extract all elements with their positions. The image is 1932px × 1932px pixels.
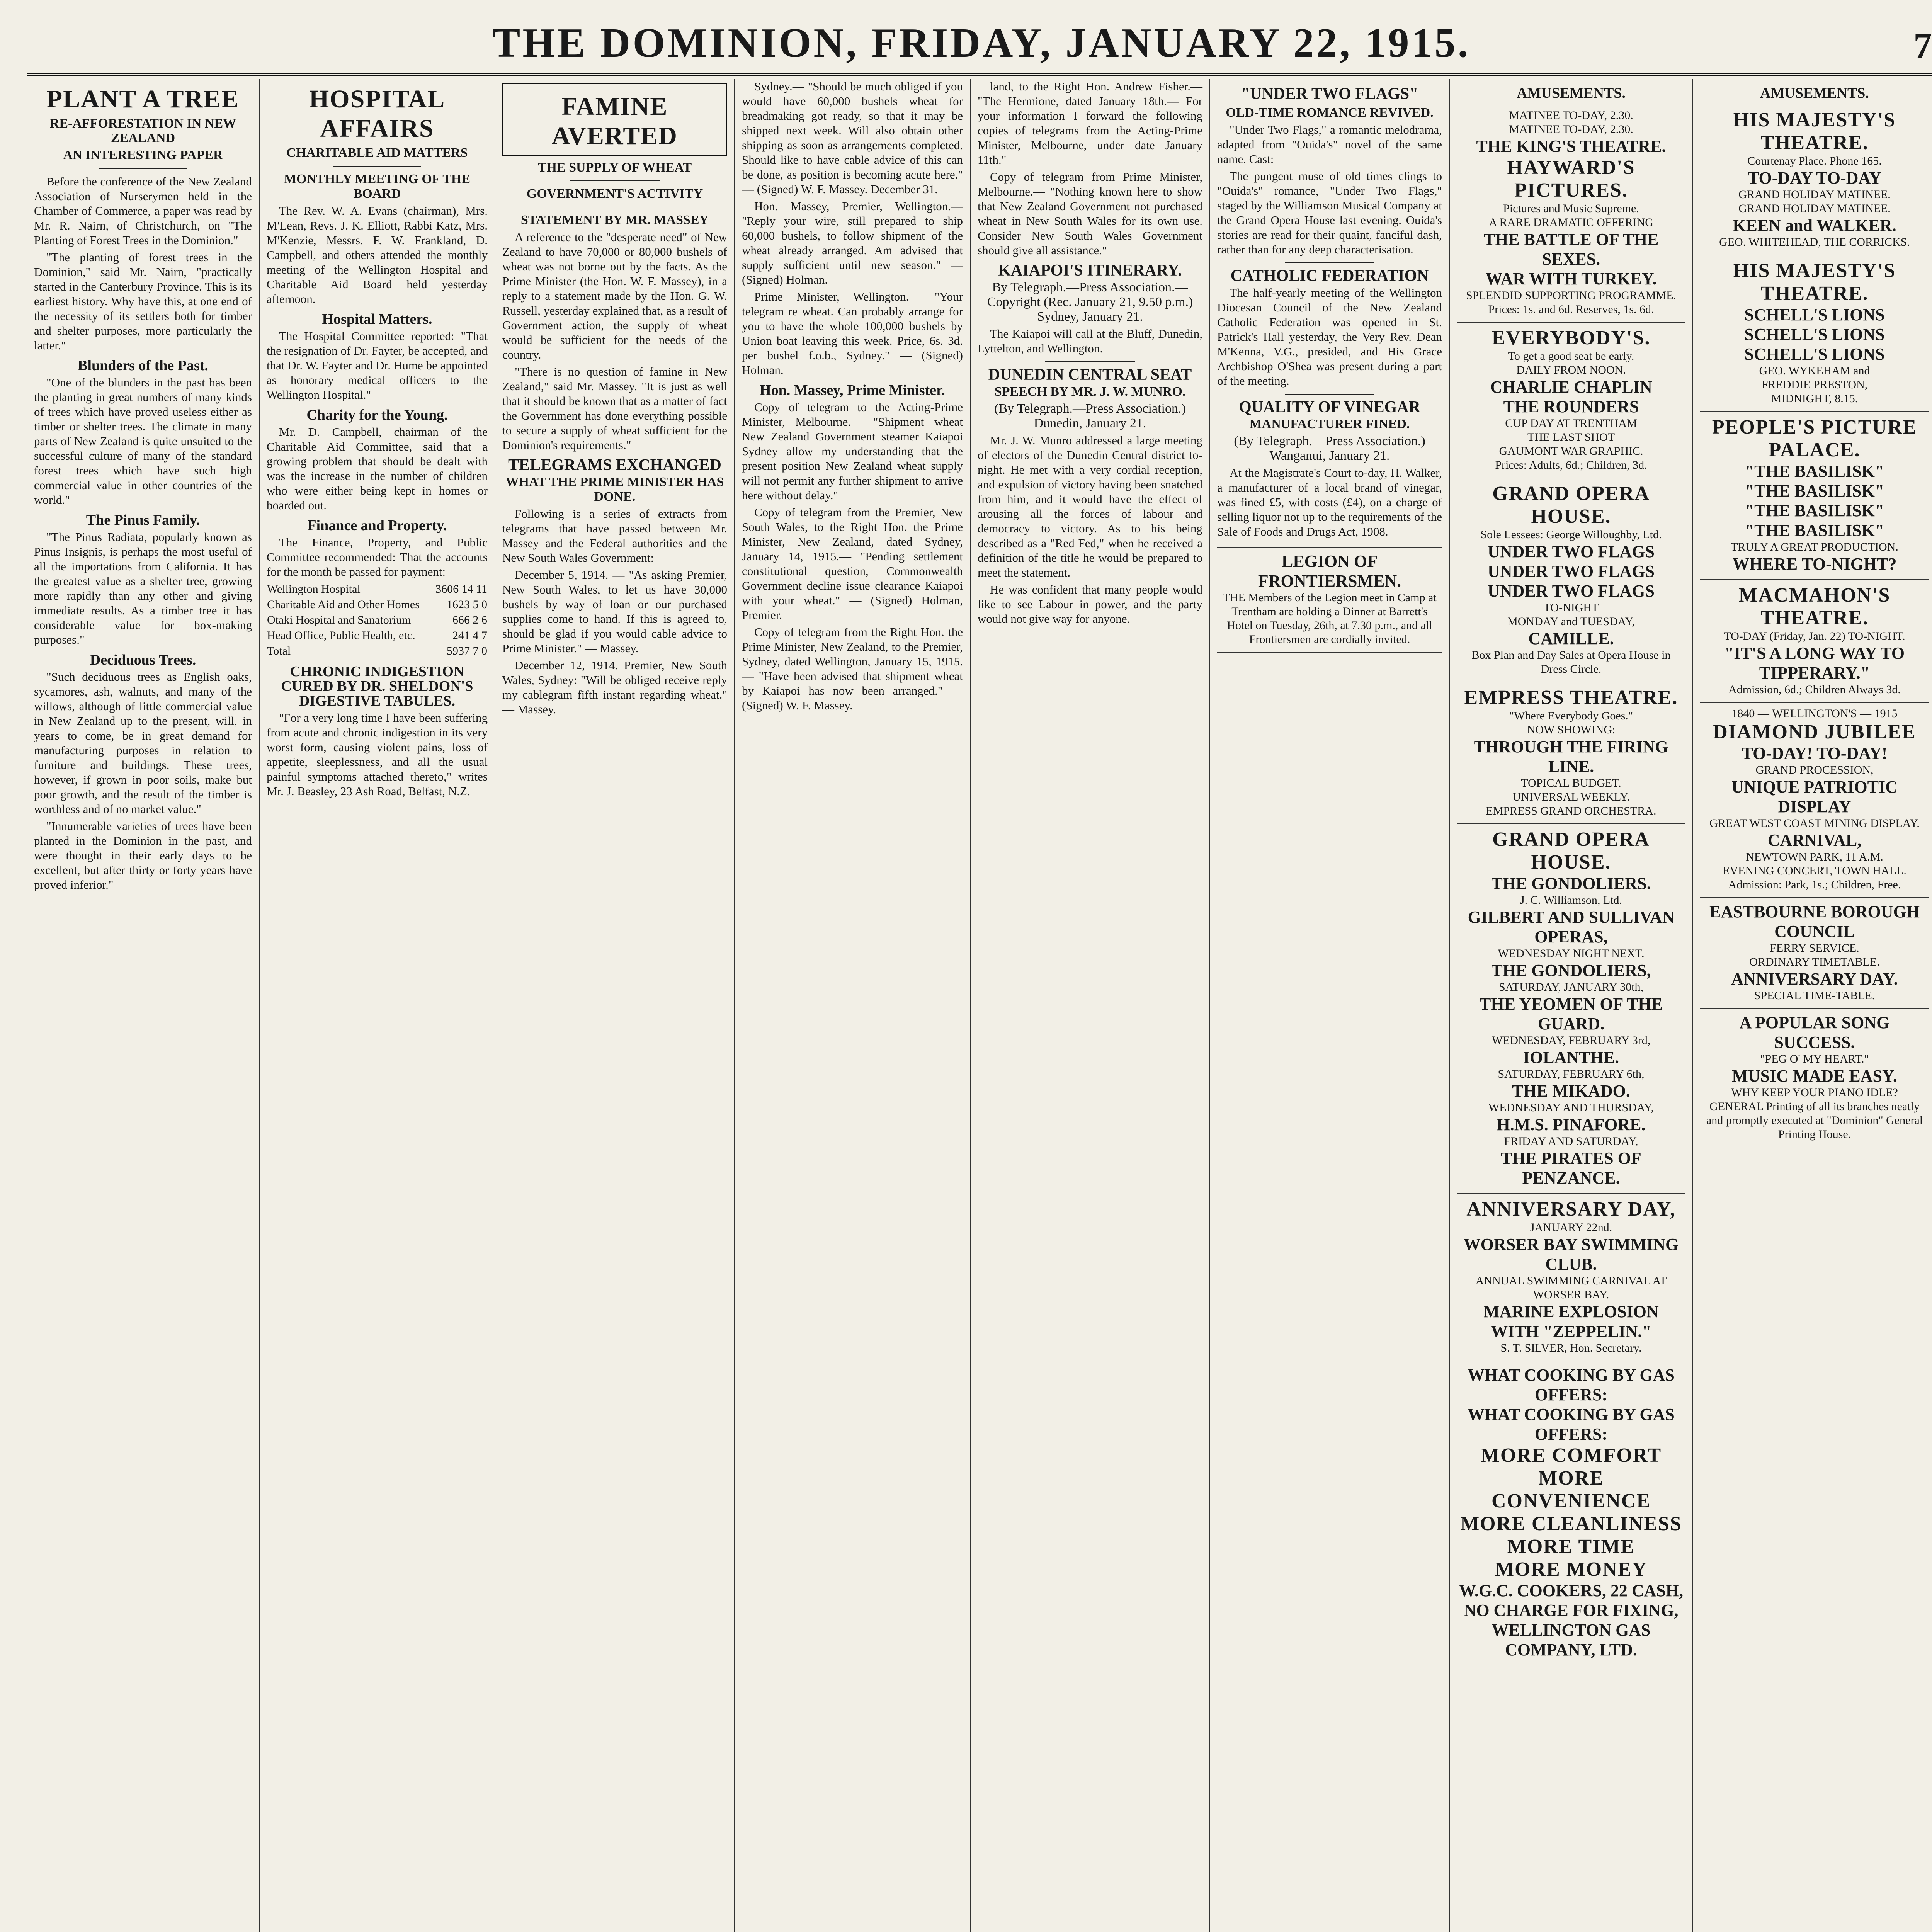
paragraph: December 12, 1914. Premier, New South Wales, Sydney: "Will be obliged receive reply my cablegram fifth instant regarding wheat." — Massey. — [502, 658, 727, 716]
article-subheading: THE SUPPLY OF WHEAT — [537, 160, 692, 175]
section-heading: CATHOLIC FEDERATION — [1230, 267, 1429, 285]
ad-line: Prices: Adults, 6d.; Children, 3d. — [1495, 459, 1647, 471]
diamond-jubilee-ad — [1700, 703, 1929, 898]
ad-line: EVENING CONCERT, TOWN HALL. — [1723, 864, 1906, 877]
ad-line: TOPICAL BUDGET. — [1521, 777, 1621, 789]
ad-line: Pictures and Music Supreme. — [1503, 202, 1639, 215]
article-body — [978, 79, 1202, 626]
ad-line: Admission: Park, 1s.; Children, Free. — [1728, 878, 1901, 891]
ad-line: GRAND HOLIDAY MATINEE. — [1738, 202, 1891, 215]
ad-line: To get a good seat be early. — [1508, 350, 1634, 362]
ad-line: J. C. Williamson, Ltd. — [1520, 894, 1622, 906]
ad-title: MUSIC MADE EASY. — [1732, 1066, 1897, 1085]
ad-title: MORE CONVENIENCE — [1491, 1467, 1651, 1512]
article-subheading: STATEMENT BY MR. MASSEY — [520, 213, 709, 227]
ad-title: A POPULAR SONG SUCCESS. — [1739, 1013, 1890, 1052]
ad-line: NOW SHOWING: — [1527, 723, 1616, 736]
column-hospital-affairs — [259, 79, 495, 1932]
ad-line: WHY KEEP YOUR PIANO IDLE? — [1731, 1086, 1898, 1099]
paragraph: Copy of telegram from the Premier, New South Wales, to the Right Hon. the Prime Minister, New Zealand, dated Sydney, January 14, 1915.— "Pending settlement constitutional question, Commonwealth Government decline issue clearance Kaiapoi with your wheat." — (Signed) Holman, Premier. — [742, 505, 963, 622]
article-headline: HOSPITAL AFFAIRS — [309, 85, 446, 143]
article-body — [267, 204, 488, 799]
article-subheading: GOVERNMENT'S ACTIVITY — [526, 187, 703, 201]
paragraph: "The planting of forest trees in the Dominion," said Mr. Nairn, "practically started in the Canterbury Province. This is its earliest history. Why have this, at one end of the necessity of its settlers both for timber and shelter purposes, more particularly the latter." — [34, 250, 252, 352]
paragraph: The Kaiapoi will call at the Bluff, Dunedin, Lyttelton, and Wellington. — [978, 327, 1202, 355]
table-row — [267, 582, 488, 597]
ad-title: WORSER BAY SWIMMING CLUB. — [1463, 1235, 1679, 1274]
gas-company-ad — [1457, 1361, 1685, 1665]
section-heading: Finance and Property. — [307, 517, 447, 534]
ad-line: SATURDAY, FEBRUARY 6th, — [1498, 1068, 1645, 1080]
section-heading: Hon. Massey, Prime Minister. — [760, 382, 945, 398]
ad-title: ANNIVERSARY DAY. — [1731, 969, 1898, 988]
table-cell: 1623 5 0 — [447, 598, 487, 611]
ad-title: WAR WITH TURKEY. — [1485, 269, 1657, 288]
ad-title: HIS MAJESTY'S THEATRE. — [1733, 109, 1896, 154]
ad-line: FERRY SERVICE. — [1770, 942, 1859, 954]
article-headline: PLANT A TREE — [46, 85, 240, 113]
ad-line: MIDNIGHT, 8.15. — [1771, 392, 1858, 405]
column-dunedin — [970, 79, 1209, 1932]
ad-line: WEDNESDAY, FEBRUARY 3rd, — [1492, 1034, 1651, 1047]
finance-table — [267, 582, 488, 659]
paragraph: The half-yearly meeting of the Wellington Diocesan Council of the New Zealand Catholic Federation was opened in St. Patrick's Hall yesterday, the Very Rev. Dean M'Kenna, V.G., presided, and His Grace Archbishop O'Shea was present during a part of the meeting. — [1217, 286, 1442, 388]
ad-title: ANNIVERSARY DAY, — [1466, 1198, 1676, 1220]
ad-title: "THE BASILISK" — [1745, 501, 1884, 520]
divider — [1285, 262, 1375, 263]
ad-title: WHERE TO-NIGHT? — [1732, 554, 1897, 573]
section-heading: The Pinus Family. — [86, 512, 200, 528]
page-number: 7 — [1913, 25, 1932, 66]
ad-line: ORDINARY TIMETABLE. — [1749, 956, 1880, 968]
ad-title: WELLINGTON GAS COMPANY, LTD. — [1492, 1621, 1651, 1659]
paragraph: The Hospital Committee reported: "That the resignation of Dr. Fayter, be accepted, and that Dr. W. Fayter and Dr. Hume be appointed as honorary medical officers to the Wellington Hospital." — [267, 329, 488, 401]
ad-line: GENERAL Printing of all its branches neatly and promptly executed at "Dominion" General Printing House. — [1706, 1100, 1923, 1141]
ad-title: EMPRESS THEATRE. — [1464, 687, 1678, 709]
table-cell: 666 2 6 — [452, 614, 487, 626]
paragraph: A reference to the "desperate need" of New Zealand to have 70,000 or 80,000 bushels of wheat was not borne out by the facts. As the Prime Minister (the Hon. W. F. Massey), in a reply to a statement made by the Hon. G. W. Russell, yesterday explained that, as a result of Government action, the supply of wheat would be sufficient for the needs of the country. — [502, 230, 727, 361]
ad-title: CARNIVAL, — [1767, 831, 1862, 850]
ad-line: SPECIAL TIME-TABLE. — [1754, 989, 1875, 1002]
ad-title: TO-DAY! TO-DAY! — [1742, 744, 1888, 763]
paragraph: Mr. J. W. Munro addressed a large meeting of electors of the Dunedin Central district to-night. He met with a very cordial reception, and expulsion of victory having been snatched from him, and it would have the effect of arousing all the forces of labour and democracy to victory. As to his being described as a "Red Fed," when he received a definition of the title he would be prepared to meet the statement. — [978, 434, 1202, 579]
ad-title: NO CHARGE FOR FIXING, — [1464, 1601, 1679, 1620]
article-subheading: OLD-TIME ROMANCE REVIVED. — [1226, 105, 1434, 120]
ad-title: THROUGH THE FIRING LINE. — [1474, 737, 1668, 776]
ad-line: "Where Everybody Goes." — [1509, 709, 1633, 722]
paragraph: Copy of telegram from Prime Minister, Melbourne.— "Nothing known here to show that New Zealand Government not purchased wheat in New South Wales for its own use. Consider New South Wales Government should give all assistance." — [978, 170, 1202, 257]
ad-title: "THE BASILISK" — [1745, 462, 1884, 481]
section-heading: CHRONIC INDIGESTION CURED BY DR. SHELDON'S DIGESTIVE TABULES. — [281, 663, 473, 709]
article-subheading: MONTHLY MEETING OF THE BOARD — [284, 172, 471, 201]
ad-title: THE BATTLE OF THE SEXES. — [1483, 230, 1659, 269]
ad-title: MORE MONEY — [1495, 1558, 1648, 1580]
paragraph: At the Magistrate's Court to-day, H. Walker, a manufacturer of a local brand of vinegar, was fined £5, with costs (£4), on a charge of selling liquor not up to the requirements of the Sale of Foods and Drugs Act, 1908. — [1217, 466, 1442, 538]
dateline: (By Telegraph.—Press Association.) Dunedin, January 21. — [994, 401, 1186, 430]
article-body — [1217, 122, 1442, 539]
ad-line: NEWTOWN PARK, 11 A.M. — [1746, 850, 1883, 863]
column-telegrams — [734, 79, 970, 1932]
paragraph: The Rev. W. A. Evans (chairman), Mrs. M'Lean, Revs. J. K. Elliott, Rabbi Katz, Mrs. M'Kenzie, Messrs. F. W. Frankland, D. Campbell, and others attended the monthly meeting of the Wellington Hospital and Charitable Aid Board held yesterday afternoon. — [267, 204, 488, 306]
section-heading: Charity for the Young. — [306, 407, 448, 423]
divider — [333, 166, 422, 167]
ad-title: HIS MAJESTY'S THEATRE. — [1733, 260, 1896, 304]
ad-title: "THE BASILISK" — [1745, 481, 1884, 500]
masthead — [27, 15, 1932, 76]
article-subheading: CHARITABLE AID MATTERS — [286, 146, 468, 160]
headline-box — [502, 83, 727, 156]
ad-line: GEO. WYKEHAM and — [1759, 364, 1870, 377]
ad-title: KEEN and WALKER. — [1733, 216, 1896, 235]
paragraph: Sydney.— "Should be much obliged if you would have 60,000 bushels wheat for breadmaking got ready, so that it may be shipped next week. Will also obtain other shipping as soon as arrangements completed. Should like to have cable advice of this can be done, as position is becoming acute here." — (Signed) W. F. Massey. December 31. — [742, 80, 963, 196]
ad-line: EMPRESS GRAND ORCHESTRA. — [1486, 804, 1656, 817]
ad-title: MORE TIME — [1507, 1536, 1635, 1558]
table-cell: Otaki Hospital and Sanatorium — [267, 614, 411, 626]
paragraph: "Innumerable varieties of trees have been planted in the Dominion in the past, and were thought in their early days to be excellent, but after thirty or forty years have proved inferior." — [34, 819, 252, 891]
paragraph: He was confident that many people would like to see Labour in power, and the party would not give way for anyone. — [978, 583, 1202, 626]
paragraph: Before the conference of the New Zealand Association of Nurserymen held in the Chamber of Commerce, a paper was read by Mr. R. Nairn, of Christchurch, on "The Planting of Forest Trees in the Dominion." — [34, 175, 252, 247]
ad-line: MONDAY and TUESDAY, — [1507, 615, 1635, 628]
paragraph: "One of the blunders in the past has been the planting in great numbers of many kinds of trees which have proved useless either as timber or shelter trees. The climate in many parts of New Zealand is quite unsuited to the successful culture of many of the standard forest trees which have such high commercial value in other countries of the world." — [34, 376, 252, 507]
ad-line: UNIVERSAL WEEKLY. — [1512, 791, 1630, 803]
paragraph: The pungent muse of old times clings to "Ouida's" romance, "Under Two Flags," staged by the Williamson Musical Company at the Grand Opera House last evening. Ouida's stories are read for their quaint, fanciful dash, rather than for any deep characterisation. — [1217, 169, 1442, 256]
ad-line: GRAND HOLIDAY MATINEE. — [1738, 188, 1891, 201]
paragraph: Mr. D. Campbell, chairman of the Charitable Aid Committee, said that a growing problem that should be dealt with was the increase in the number of children who were either being kept in homes or boarded out. — [267, 425, 488, 512]
ad-title: EASTBOURNE BOROUGH COUNCIL — [1709, 902, 1920, 941]
article-body — [502, 230, 727, 717]
section-heading: DUNEDIN CENTRAL SEAT — [988, 366, 1192, 384]
ad-title: EVERYBODY'S. — [1492, 327, 1651, 349]
song-music-ad — [1700, 1009, 1929, 1147]
ad-line: GEO. WHITEHEAD, THE CORRICKS. — [1719, 236, 1910, 248]
paragraph: "Under Two Flags," a romantic melodrama, adapted from "Ouida's" novel of the same name. Cast: — [1217, 123, 1442, 166]
ad-line: Prices: 1s. and 6d. Reserves, 1s. 6d. — [1488, 303, 1654, 316]
divider — [1045, 361, 1135, 362]
ad-line: GAUMONT WAR GRAPHIC. — [1499, 445, 1643, 457]
ad-title: SCHELL'S LIONS — [1744, 305, 1885, 324]
ad-line: TRULY A GREAT PRODUCTION. — [1731, 541, 1898, 553]
ad-title: THE KING'S THEATRE. — [1476, 137, 1666, 156]
section-heading: Deciduous Trees. — [90, 652, 196, 668]
article-subheading: RE-AFFORESTATION IN NEW ZEALAND — [49, 116, 236, 145]
ad-text: THE Members of the Legion meet in Camp at Trentham are holding a Dinner at Barrett's Hotel on Tuesday, 26th, at 7.30 p.m., and all Frontiersmen are cordially invited. — [1223, 591, 1437, 646]
ad-line: Admission, 6d.; Children Always 3d. — [1728, 683, 1901, 696]
kings-theatre-ad — [1457, 105, 1685, 323]
paragraph: Prime Minister, Wellington.— "Your telegram re wheat. Can probably arrange for you to have the whole 100,000 bushels by Union boat leaving this week. Price, 6s. 3d. per bushel f.o.b., Sydney." — (Signed) Holman. — [742, 290, 963, 377]
ad-line: TO-DAY (Friday, Jan. 22) TO-NIGHT. — [1724, 630, 1905, 643]
ad-title: CAMILLE. — [1528, 629, 1614, 648]
table-cell: 241 4 7 — [452, 629, 487, 642]
ad-line: Box Plan and Day Sales at Opera House in Dress Circle. — [1471, 649, 1671, 675]
article-body — [34, 174, 252, 892]
his-majestys-ad — [1700, 105, 1929, 255]
divider — [570, 180, 660, 181]
ad-line: THE LAST SHOT — [1527, 431, 1615, 444]
ad-line: JANUARY 22nd. — [1530, 1221, 1612, 1234]
ad-line: WEDNESDAY NIGHT NEXT. — [1498, 947, 1645, 960]
dateline: (By Telegraph.—Press Association.) Wanganui, January 21. — [1234, 434, 1425, 463]
paragraph: "There is no question of famine in New Zealand," said Mr. Massey. "It is just as well that it should be known that as a matter of fact the Government has done everything possible to secure a supply of wheat sufficient for the Dominion's requirements." — [502, 365, 727, 452]
table-row — [267, 612, 488, 628]
ad-title: "THE BASILISK" — [1745, 521, 1884, 540]
ad-title: MORE CLEANLINESS — [1460, 1513, 1682, 1535]
ad-line: A RARE DRAMATIC OFFERING — [1489, 216, 1653, 229]
section-heading: TELEGRAMS EXCHANGED — [508, 456, 721, 474]
table-cell: Charitable Aid and Other Homes — [267, 598, 420, 611]
ad-title: CHARLIE CHAPLIN — [1490, 378, 1652, 396]
ad-title: SCHELL'S LIONS — [1744, 325, 1885, 344]
ad-line: MATINEE TO-DAY, 2.30. — [1509, 109, 1633, 122]
paragraph: Copy of telegram from the Right Hon. the Prime Minister, New Zealand, to the Premier, Sydney, dated Wellington, January 15, 1915.— "Have been advised that shipment wheat by Kaiapoi has now been arranged." — (Signed) W. F. Massey. — [742, 625, 963, 712]
macmahons-theatre-ad — [1700, 580, 1929, 703]
ad-title: UNDER TWO FLAGS — [1488, 562, 1655, 581]
section-heading: Blunders of the Past. — [78, 357, 208, 374]
everybodys-ad — [1457, 323, 1685, 478]
section-subheading: MANUFACTURER FINED. — [1249, 417, 1410, 431]
ad-title: MORE COMFORT — [1480, 1444, 1662, 1466]
ad-line: CUP DAY AT TRENTHAM — [1505, 417, 1637, 430]
section-header: AMUSEMENTS. — [1700, 85, 1929, 102]
ad-line: DAILY FROM NOON. — [1516, 364, 1626, 376]
ad-title: THE MIKADO. — [1512, 1082, 1630, 1100]
ad-title: DIAMOND JUBILEE — [1713, 721, 1916, 743]
ad-title: HAYWARD'S PICTURES. — [1507, 156, 1635, 201]
ad-line: "PEG O' MY HEART." — [1760, 1053, 1869, 1065]
ad-line: S. T. SILVER, Hon. Secretary. — [1500, 1342, 1642, 1354]
paragraph: The Finance, Property, and Public Committee recommended: That the accounts for the month be passed for payment: — [267, 536, 488, 578]
section-heading: Hospital Matters. — [322, 311, 432, 327]
ad-title: THE GONDOLIERS. — [1491, 874, 1651, 893]
ad-line: TO-NIGHT — [1543, 601, 1599, 614]
ad-title: WHAT COOKING BY GAS OFFERS: — [1468, 1366, 1675, 1404]
peoples-picture-palace-ad — [1700, 412, 1929, 580]
section-subheading: SPEECH BY MR. J. W. MUNRO. — [994, 384, 1186, 399]
paragraph: Following is a series of extracts from telegrams that have passed between Mr. Massey and the Federal authorities and the New South Wales Government: — [502, 507, 727, 565]
column-plant-a-tree — [27, 79, 259, 1932]
table-cell: Total — [267, 645, 291, 657]
ad-title: MACMAHON'S THEATRE. — [1738, 584, 1891, 629]
section-heading: QUALITY OF VINEGAR — [1239, 398, 1420, 416]
ad-title: UNDER TWO FLAGS — [1488, 582, 1655, 600]
ad-line: MATINEE TO-DAY, 2.30. — [1509, 123, 1633, 136]
dateline: By Telegraph.—Press Association.—Copyright (Rec. January 21, 9.50 p.m.) Sydney, January 21. — [987, 280, 1193, 324]
column-under-two-flags — [1209, 79, 1449, 1932]
ad-title: THE YEOMEN OF THE GUARD. — [1480, 995, 1663, 1033]
table-cell: Head Office, Public Health, etc. — [267, 629, 415, 642]
newspaper-title: THE DOMINION, FRIDAY, JANUARY 22, 1915. — [492, 20, 1471, 66]
table-row — [267, 597, 488, 612]
table-cell: 3606 14 11 — [435, 583, 487, 595]
legion-ad — [1217, 547, 1442, 653]
ad-line: ANNUAL SWIMMING CARNIVAL AT WORSER BAY. — [1475, 1274, 1667, 1301]
ad-line: SPLENDID SUPPORTING PROGRAMME. — [1466, 289, 1677, 302]
ad-line: SATURDAY, JANUARY 30th, — [1499, 981, 1643, 993]
ad-title: H.M.S. PINAFORE. — [1497, 1115, 1646, 1134]
ad-title: THE GONDOLIERS, — [1491, 961, 1651, 980]
ad-title: W.G.C. COOKERS, 22 CASH, — [1459, 1581, 1684, 1600]
ad-title: THE PIRATES OF PENZANCE. — [1501, 1149, 1641, 1187]
column-amusements-1 — [1449, 79, 1692, 1932]
paragraph: "Such deciduous trees as English oaks, sycamores, ash, walnuts, and many of the willows, although of little commercial value in New Zealand up to the present, will, in years to come, be in great demand for manufacturing purposes in relation to furniture and buildings. These trees, however, if grown in poor soils, make but poor growth, and the result of the timber is worthless and of no market value." — [34, 670, 252, 816]
ad-title: PEOPLE'S PICTURE PALACE. — [1712, 416, 1917, 461]
ad-line: Courtenay Place. Phone 165. — [1747, 155, 1882, 167]
divider — [1285, 394, 1375, 395]
ad-line: FRIDAY AND SATURDAY, — [1504, 1135, 1638, 1148]
ad-line: GREAT WEST COAST MINING DISPLAY. — [1709, 817, 1920, 830]
ad-line: 1840 — WELLINGTON'S — 1915 — [1731, 707, 1898, 720]
ad-title: SCHELL'S LIONS — [1744, 345, 1885, 364]
article-headline: "UNDER TWO FLAGS" — [1241, 85, 1418, 103]
ad-title: THE ROUNDERS — [1503, 397, 1639, 416]
column-amusements-2 — [1692, 79, 1932, 1932]
ad-line: GRAND PROCESSION, — [1755, 764, 1874, 776]
table-row — [267, 643, 488, 659]
grand-opera-house-ad — [1457, 478, 1685, 682]
ad-title: IOLANTHE. — [1523, 1048, 1619, 1067]
section-subheading: WHAT THE PRIME MINISTER HAS DONE. — [505, 475, 724, 504]
article-body — [742, 79, 963, 713]
ad-title: MARINE EXPLOSION WITH "ZEPPELIN." — [1483, 1302, 1659, 1341]
paragraph: "The Pinus Radiata, popularly known as Pinus Insignis, is perhaps the most useful of all the importations from California. It has the greatest value as a shelter tree, growing more rapidly than any other and giving immediate results. As a timber tree it has considerable value for box-making purposes." — [34, 530, 252, 646]
column-famine-averted — [495, 79, 734, 1932]
article-subheading: AN INTERESTING PAPER — [63, 148, 223, 162]
his-majestys-ad-2 — [1700, 255, 1929, 412]
paragraph: "For a very long time I have been suffering from acute and chronic indigestion in its very worst form, causing violent pains, loss of appetite, sleeplessness, and all the usual painful symptoms attached thereto," writes Mr. J. Beasley, 23 Ash Road, Belfast, N.Z. — [267, 711, 488, 798]
divider — [99, 168, 187, 169]
paragraph: Copy of telegram to the Acting-Prime Minister, Melbourne.— "Shipment wheat New Zealand Government steamer Kaiapoi Sydney allow my understanding that the present position New Zealand wheat supply will not permit any further shipment to arrive here without delay." — [742, 400, 963, 502]
swimming-carnival-ad — [1457, 1194, 1685, 1361]
ad-line: FREDDIE PRESTON, — [1761, 378, 1868, 391]
ad-title: GRAND OPERA HOUSE. — [1492, 828, 1650, 873]
paragraph: December 5, 1914. — "As asking Premier, New South Wales, to let us have 30,000 bushels by way of loan or our purchased supplies come to hand. If this is agreed to, should be glad if you would cable advice to Prime Minister." — Massey. — [502, 568, 727, 655]
ad-line: WEDNESDAY AND THURSDAY, — [1488, 1101, 1654, 1114]
eastbourne-ferry-ad — [1700, 898, 1929, 1009]
ad-title: WHAT COOKING BY GAS OFFERS: — [1468, 1405, 1675, 1444]
ad-title: GRAND OPERA HOUSE. — [1492, 483, 1650, 527]
ad-title: TO-DAY TO-DAY — [1747, 168, 1881, 187]
table-cell: 5937 7 0 — [447, 645, 487, 657]
section-header: AMUSEMENTS. — [1457, 85, 1685, 102]
table-row — [267, 628, 488, 643]
paragraph: land, to the Right Hon. Andrew Fisher.— "The Hermione, dated January 18th.— For your information I forward the following copies of telegrams from the Acting-Prime Minister, Melbourne, under date January 11th." — [978, 80, 1202, 167]
gondoliers-ad — [1457, 824, 1685, 1194]
ad-title: GILBERT AND SULLIVAN OPERAS, — [1468, 908, 1675, 946]
paragraph: Hon. Massey, Premier, Wellington.— "Reply your wire, still prepared to ship 60,000 bushels, to follow shipment of the wheat already arranged. Am advised that supply sufficient until new season." — (Signed) Holman. — [742, 199, 963, 286]
ad-title: LEGION OF FRONTIERSMEN. — [1258, 552, 1401, 590]
ad-line: Sole Lessees: George Willoughby, Ltd. — [1480, 528, 1662, 541]
ad-title: UNIQUE PATRIOTIC DISPLAY — [1731, 777, 1898, 816]
table-cell: Wellington Hospital — [267, 583, 361, 595]
section-heading: KAIAPOI'S ITINERARY. — [998, 262, 1182, 279]
ad-title: "IT'S A LONG WAY TO TIPPERARY." — [1724, 644, 1905, 682]
article-headline: FAMINE AVERTED — [552, 92, 678, 150]
empress-theatre-ad — [1457, 682, 1685, 824]
ad-title: UNDER TWO FLAGS — [1488, 542, 1655, 561]
